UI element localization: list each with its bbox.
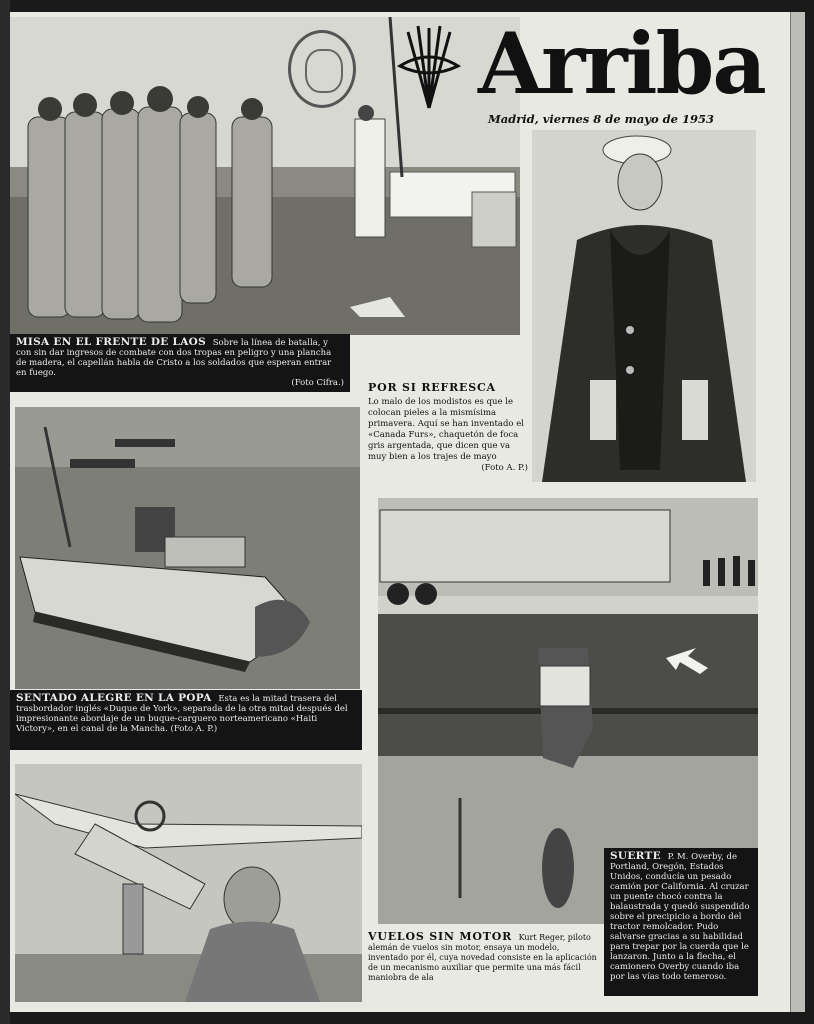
fur-coat-image bbox=[532, 130, 756, 482]
ferry-stern-photo bbox=[15, 407, 360, 689]
credit-furs: (Foto A. P.) bbox=[481, 463, 528, 473]
glider-model-image bbox=[15, 764, 362, 1002]
headline-furs: POR SI REFRESCA bbox=[368, 381, 496, 394]
page-edge bbox=[790, 12, 805, 1012]
caption-laos bbox=[10, 334, 350, 392]
headline-glider: VUELOS SIN MOTOR bbox=[368, 930, 513, 943]
binding-spine bbox=[0, 0, 10, 1024]
headline-ship: SENTADO ALEGRE EN LA POPA bbox=[16, 692, 212, 704]
headline-laos: MISA EN EL FRENTE DE LAOS bbox=[16, 336, 206, 348]
credit-laos: (Foto Cifra.) bbox=[291, 378, 344, 388]
headline-luck: SUERTE bbox=[610, 850, 661, 862]
caption-furs bbox=[368, 382, 528, 474]
body-furs: Lo malo de los modistos es que le colocan pieles a la mismísima primavera. Aquí se han inventado el «Canada Furs», chaquetón de foca gris argentada, que dicen que va muy bien a los trajes de mayo bbox=[368, 397, 524, 462]
masthead-title: Arriba bbox=[478, 14, 765, 113]
stamp-seal bbox=[305, 49, 343, 93]
glider-model-photo bbox=[15, 764, 362, 1002]
body-glider: Kurt Reger, piloto alemán de vuelos sin motor, ensaya un modelo, inventado por él, cuya novedad consiste en la aplicación de un mecanismo auxiliar que permite una más fácil maniobra de ala bbox=[368, 933, 597, 982]
caption-luck bbox=[604, 848, 758, 996]
caption-ship bbox=[10, 690, 362, 750]
credit-ship: (Foto A. P.) bbox=[170, 724, 218, 734]
yoke-and-arrows-icon bbox=[394, 18, 464, 114]
body-luck: P. M. Overby, de Portland, Oregón, Estados Unidos, conducía un pesado camión por California. Al cruzar un puente chocó contra la balaustrada y quedó suspendido sobre el precipicio a bordo del tractor remolcador. Pudo salvarse gracias a su habilidad para trepar por la cuerda que le lanzaron. Junto a la flecha, el camionero Overby cuando iba por las vías todo temeroso. bbox=[610, 852, 750, 982]
dateline: Madrid, viernes 8 de mayo de 1953 bbox=[488, 112, 714, 126]
body-laos: Sobre la línea de batalla, y con sin dar ingresos de combate con dos tropas en peligro y una plancha de madera, el capellán habla de Cristo a los soldados que esperan entrar en fuego. bbox=[16, 338, 332, 378]
library-stamp-icon bbox=[288, 30, 356, 108]
fur-coat-model-photo bbox=[532, 130, 756, 482]
body-ship: Esta es la mitad trasera del trasbordador inglés «Duque de York», separada de la otra mitad después del impresionante abordaje de un buque-carguero norteamericano «Haiti Victory», en el canal de la Mancha. bbox=[16, 694, 348, 734]
caption-glider bbox=[368, 932, 600, 983]
ferry-stern-image bbox=[15, 407, 360, 689]
newspaper-page bbox=[10, 12, 790, 1012]
